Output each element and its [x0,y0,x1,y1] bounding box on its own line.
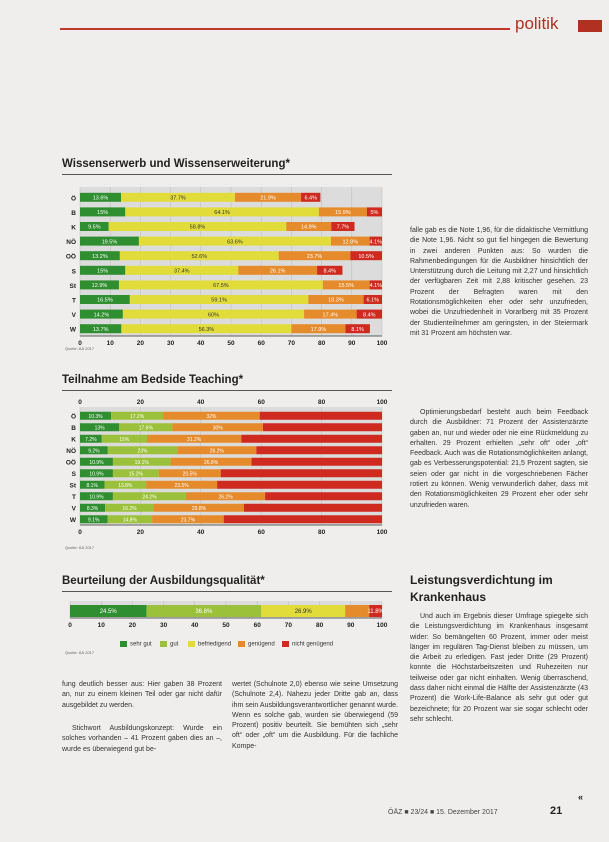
data-label: 15.5% [338,283,355,290]
data-label: 7.7% [336,224,350,231]
bar-segment [241,435,382,443]
data-label: 23.7% [180,517,196,524]
data-label: 21.9% [260,195,276,202]
bar-segment [256,446,382,454]
bar-segment [345,605,369,617]
data-label: 67.5% [213,283,229,290]
x-tick-label: 0 [78,340,82,347]
bar-segment [265,492,382,500]
data-label: 13.6% [92,195,109,202]
data-label: 24.2% [142,494,157,501]
x-tick-label: 60 [253,622,261,629]
data-label: 23.5% [174,482,189,489]
data-label: 36.8% [195,609,213,616]
bar-segment [217,481,382,489]
x-tick-label-top: 20 [136,399,145,406]
x-tick-label: 60 [257,340,265,347]
data-label: 37.7% [170,195,186,202]
data-label: 56.3% [198,326,215,333]
x-tick-label-top: 0 [78,399,82,406]
category-label: S [71,470,76,478]
category-label: Ö [70,413,76,421]
category-label: Ö [70,195,76,203]
data-label: 30% [212,425,223,432]
data-label: 10.9% [89,471,104,478]
data-label: 29.8% [191,505,207,512]
x-tick-label: 80 [317,529,326,536]
article-right-paragraph-1: falle gab es die Note 1,96, für die didaktische Vermittlung die Note 1,96. Nicht so gut fiel hingegen die Bewertung in zwei anderen Punkten aus: So wurden die Rahmenbedingungen für die Ausbildner hinsichtlich der Unterstützung durch die Leitung mit 2,27 und hinsichtlich der verfügbaren Zeit mit 2,88 kritischer gesehen. 23 Prozent der Befragten waren mit den Rotationsmöglichkeiten eher oder sehr unzufrieden, wobei die Unzufriedenheit in Vorarlberg mit 35 Prozent der Studienteilnehmer am geringsten, in der Steiermark mit 31 Prozent am höchsten war. [410,227,588,337]
legend-label: sehr gut [130,641,152,648]
x-tick-label: 100 [376,340,388,347]
legend-label: genügend [248,641,275,648]
data-label: 15.2% [128,471,143,478]
data-label: 16.5% [97,297,113,304]
data-label: 10.9% [89,459,104,466]
data-label: 17.6% [138,425,153,432]
x-tick-label: 70 [287,340,296,347]
data-label: 13% [94,425,105,432]
category-label: St [69,282,76,290]
chart2-source: Quelle: ÄÄ 2017 [65,545,95,550]
x-tick-label: 0 [78,529,82,536]
data-label: 13.7% [92,326,109,333]
data-label: 23.7% [306,253,323,260]
chart2-title-rule [62,390,392,391]
data-label: 8.4% [363,312,376,319]
legend-swatch [238,641,245,647]
legend-swatch [282,641,289,647]
chart2 [60,394,395,564]
x-tick-label: 90 [348,340,356,347]
x-tick-label: 30 [159,622,168,629]
data-label: 59.1% [211,297,227,304]
data-label: 8.1% [351,326,364,333]
x-tick-label: 0 [68,622,72,629]
legend-label: befriedigend [198,641,232,648]
data-label: 64.1% [214,210,230,217]
chart3-title: Beurteilung der Ausbildungsqualität* [62,575,265,587]
legend-label: nicht genügend [292,641,334,648]
bar-segment [224,515,382,523]
category-label: V [71,312,76,320]
x-tick-label: 20 [128,622,137,629]
data-label: 20.5% [182,471,197,478]
article-bottom-col1-p2: Stichwort Ausbildungskonzept: Wurde ein solches vorhanden – 41 Prozent gaben dies an –, wurde es überwiegend gut be- [62,725,222,753]
x-tick-label: 80 [315,622,324,629]
category-label: K [71,436,76,444]
chart3-title-rule [62,591,392,592]
x-tick-label: 40 [197,340,205,347]
legend-label: gut [170,641,179,648]
data-label: 12.9% [91,283,108,290]
data-label: 37.4% [173,268,190,275]
data-label: 8.3% [86,505,99,512]
category-label: S [71,268,76,276]
data-label: 9.1% [88,517,100,524]
x-tick-label: 90 [347,622,355,629]
data-label: 26.9% [294,609,312,616]
article-bottom-col1-p1: fung deutlich besser aus: Hier gaben 38 Prozent an, nur zu einem kleinen Teil oder gar nicht dafür ausgebildet zu werden. [62,681,222,709]
data-label: 9.2% [88,448,100,455]
x-tick-label: 40 [191,622,199,629]
category-label: NÖ [66,447,76,455]
data-label: 6.4% [304,195,318,202]
data-label: 17.2% [129,413,145,420]
data-label: 52.6% [191,253,208,260]
x-tick-label: 80 [317,340,326,347]
x-tick-label: 100 [376,622,388,629]
data-label: 11.8% [367,609,384,616]
category-label: St [69,482,76,490]
chart2-title: Teilnahme am Bedside Teaching* [62,374,244,386]
data-label: 7.2% [85,436,97,443]
data-label: 14.8% [122,517,137,524]
data-label: 26.2% [218,494,233,501]
data-label: 23% [137,448,148,455]
chart3-source: Quelle: ÄÄ 2017 [65,650,95,655]
x-tick-label: 20 [136,340,145,347]
data-label: 15.9% [335,210,351,217]
category-label: B [71,209,76,217]
data-label: 26.1% [269,268,286,275]
legend-swatch [160,641,167,647]
x-tick-label: 100 [376,529,388,536]
article-subheading: Leistungsverdichtung im Krankenhaus [410,573,553,604]
data-label: 16.2% [122,505,137,512]
data-label: 15% [119,436,130,443]
chart1-source: Quelle: ÄÄ 2017 [65,346,95,351]
x-tick-label: 70 [284,622,293,629]
article-end-mark: « [578,792,584,802]
chart1-title: Wissenserwerb und Wissenserweiterung* [62,158,290,170]
data-label: 13.8% [118,482,133,489]
x-tick-label: 10 [106,340,114,347]
data-label: 19.5% [101,239,118,246]
category-label: B [71,424,76,432]
category-label: OÖ [65,459,76,467]
x-tick-label-top: 40 [197,399,205,406]
data-label: 10.3% [88,413,103,420]
data-label: 60% [207,312,219,319]
x-tick-label: 60 [257,529,265,536]
data-label: 15% [97,268,109,275]
article-bottom-col2: wertet (Schulnote 2,0) ebenso wie seine Umsetzung (Schulnote 2,4). Nahezu jeder Dritte gab an, dass ihm sein Ausbildungsverantwortlicher genannt wurde. Wenn es solche gab, wurden sie überwiegend (59 Prozent) positiv beurteilt. Sie bemühten sich „sehr oft“ oder „oft“ um die Ausbildung. Für die fachliche Kompe- [232,681,398,750]
category-label: T [72,297,76,305]
data-label: 26.2% [209,448,224,455]
legend-item [238,641,275,648]
category-label: V [71,505,76,513]
data-label: 10.9% [89,494,104,501]
data-label: 58.8% [189,224,206,231]
legend-item [120,641,152,648]
data-label: 12.8% [342,239,359,246]
data-label: 63.6% [227,239,243,246]
x-tick-label: 20 [136,529,145,536]
bar-segment [221,469,382,477]
footer-issue: ÖÄZ ■ 23/24 ■ 15. Dezember 2017 [388,809,498,816]
data-label: 31.2% [187,436,202,443]
legend-swatch [120,641,127,647]
legend-swatch [188,641,195,647]
x-tick-label-top: 80 [317,399,326,406]
data-label: 4.1% [369,283,383,290]
legend-item [188,641,231,648]
data-label: 14.9% [300,224,317,231]
x-tick-label: 30 [166,340,175,347]
data-label: 19.1% [134,459,149,466]
data-label: 8.1% [86,482,98,489]
x-tick-label: 50 [227,340,235,347]
category-label: OÖ [65,253,76,261]
data-label: 18.3% [328,297,344,304]
category-label: NÖ [66,239,76,247]
x-tick-label-top: 100 [376,399,388,406]
article-right-paragraph-3: Und auch im Ergebnis dieser Umfrage spiegelte sich die Leistungsverdichtung im Krankenhaus insgesamt wider: So bemängelten 60 Prozent, immer oder meist länger im regulären Tag-Dienst bleiben zu müssen, um die Arbeit zu erledigen. Fast jeder Dritte (29 Prozent) konnte die Höchstarbeitszeiten und Ruhezeiten nur teilweise oder gar nicht einhalten. Wenig überraschend, dass daher nicht einmal die Hälfte der Assistenzärzte (43 Prozent) die Work-Life-Balance als sehr gut oder gut bezeichnete; für 20 Prozent war sie sogar schlecht oder sehr schlecht. [410,613,588,723]
bar-segment [260,412,382,420]
category-label: T [72,493,76,501]
data-label: 14.2% [93,312,110,319]
x-tick-label: 10 [97,622,105,629]
page-number: 21 [550,805,563,817]
data-label: 17.4% [322,312,339,319]
data-label: 24.5% [99,609,117,616]
chart1 [60,182,395,352]
data-label: 8.4% [323,268,337,275]
data-label: 15% [97,210,109,217]
bar-segment [244,504,382,512]
data-label: 17.9% [310,326,327,333]
legend-item [160,641,178,648]
legend-item [282,641,333,648]
x-tick-label: 40 [197,529,205,536]
data-label: 4.1% [369,239,383,246]
data-label: 32% [206,413,217,420]
data-label: 10.5% [358,253,374,260]
article-right-paragraph-2: Optimierungsbedarf besteht auch beim Feedback durch die Ausbildner: 71 Prozent der Assistenzärzte gaben an, nur und wieder oder nie eine Rückmeldung zu erhalten. 29 Prozent erhielten „sehr oft“ oder „oft“ Feedback. Auch was die Rotationsmöglichkeiten anlangt, gab es Verbesserungspotential: 21,5 Prozent sagten, sie seien oder gar nicht in die vorgeschriebenen Fächer rotiert zu können. Wenig verwunderlich daher, dass mit den Rotationsmöglichkeiten 29 Prozent eher oder sehr unzufrieden waren. [410,409,588,509]
data-label: 5% [370,210,379,217]
category-label: W [69,326,76,334]
x-tick-label-top: 60 [257,399,265,406]
bar-segment [252,458,382,466]
category-label: W [69,516,76,524]
data-label: 13.2% [92,253,108,260]
chart1-title-rule [62,174,392,175]
section-marker [578,20,602,32]
data-label: 26.8% [203,459,219,466]
header-rule [60,28,510,30]
data-label: 6.1% [366,297,380,304]
section-label: politik [515,14,559,33]
category-label: K [71,224,76,232]
x-tick-label: 50 [222,622,230,629]
bar-segment [263,423,382,431]
data-label: 9.5% [88,224,101,231]
